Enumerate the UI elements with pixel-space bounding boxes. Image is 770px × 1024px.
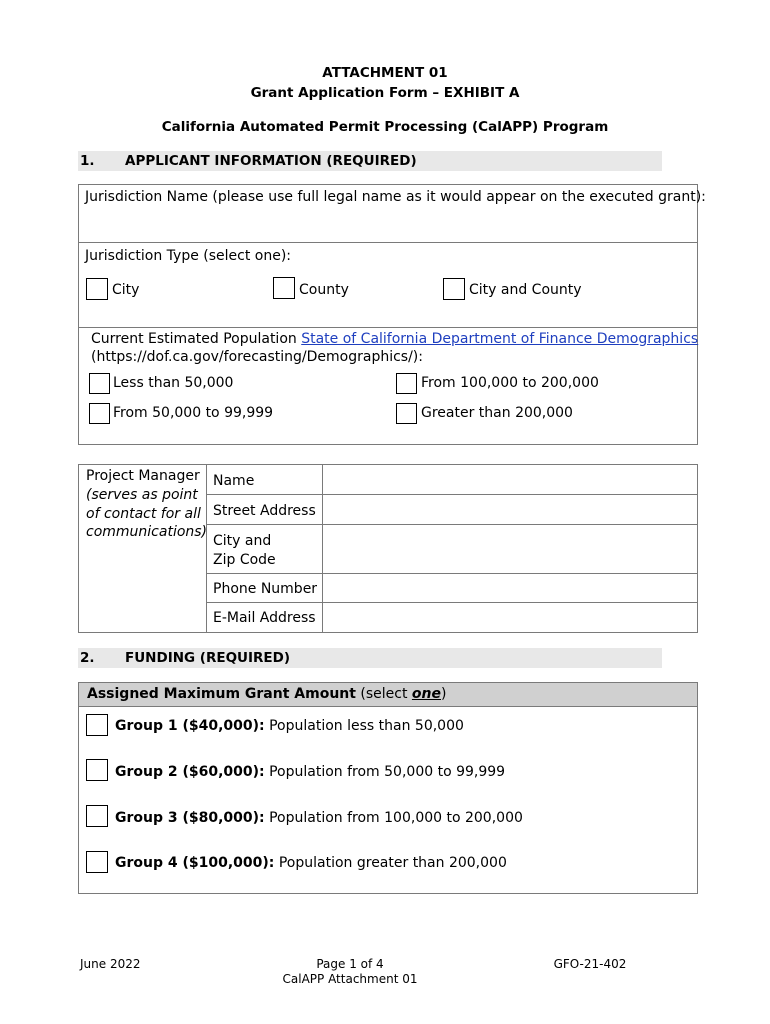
population-label: Current Estimated Population (91, 331, 297, 347)
population-greater-200k-checkbox[interactable] (396, 403, 417, 424)
population-less-50k-label: Less than 50,000 (113, 375, 234, 391)
project-manager-note-2: of contact for all (86, 506, 201, 522)
project-manager-note-3: communications) (86, 524, 208, 540)
footer-date: June 2022 (80, 957, 141, 971)
population-less-50k-checkbox[interactable] (89, 373, 110, 394)
jurisdiction-type-label: Jurisdiction Type (select one): (85, 248, 292, 264)
section-1-header (78, 151, 662, 171)
footer-attachment: CalAPP Attachment 01 (282, 972, 418, 986)
funding-header-bold: Assigned Maximum Grant Amount (87, 686, 356, 702)
section-2-title: FUNDING (REQUIRED) (125, 650, 291, 666)
group-1-desc: Population less than 50,000 (264, 718, 464, 734)
population-greater-200k-label: Greater than 200,000 (421, 405, 573, 421)
county-checkbox[interactable] (273, 277, 295, 299)
group-3-checkbox[interactable] (86, 805, 108, 827)
funding-header (87, 685, 446, 703)
city-zip-field-label-2: Zip Code (213, 552, 276, 568)
funding-header-close: ) (441, 686, 447, 702)
pm-city-zip-input[interactable] (324, 526, 696, 572)
dof-demographics-link[interactable]: State of California Department of Finance Demographics (301, 331, 699, 347)
population-100k-200k-label: From 100,000 to 200,000 (421, 375, 599, 391)
group-1-name: Group 1 ($40,000): (115, 718, 265, 734)
section-2-number: 2. (80, 650, 95, 666)
pm-name-input[interactable] (324, 466, 696, 493)
footer-code: GFO-21-402 (553, 957, 627, 971)
group-4-name: Group 4 ($100,000): (115, 855, 275, 871)
pm-street-address-input[interactable] (324, 496, 696, 523)
population-50k-99k-label: From 50,000 to 99,999 (113, 405, 274, 421)
jurisdiction-name-field[interactable] (80, 208, 696, 241)
phone-number-field-label: Phone Number (213, 581, 318, 597)
program-title: California Automated Permit Processing (CalAPP) Program (161, 119, 609, 135)
section-1-title: APPLICANT INFORMATION (REQUIRED) (125, 153, 417, 169)
project-manager-label: Project Manager (86, 468, 200, 484)
city-and-county-label: City and County (469, 282, 582, 298)
city-zip-field-label-1: City and (213, 533, 272, 549)
city-checkbox[interactable] (86, 278, 108, 300)
funding-header-em: one (411, 686, 442, 702)
footer-page: Page 1 of 4 (316, 957, 384, 971)
project-manager-note-1: (serves as point (86, 487, 198, 503)
group-3-name: Group 3 ($80,000): (115, 810, 265, 826)
population-50k-99k-checkbox[interactable] (89, 403, 110, 424)
group-1-line (115, 717, 464, 735)
name-field-label: Name (213, 473, 255, 489)
street-address-field-label: Street Address (213, 503, 316, 519)
group-4-checkbox[interactable] (86, 851, 108, 873)
group-2-desc: Population from 50,000 to 99,999 (264, 764, 506, 780)
section-1-number: 1. (80, 153, 95, 169)
population-100k-200k-checkbox[interactable] (396, 373, 417, 394)
group-3-desc: Population from 100,000 to 200,000 (264, 810, 523, 826)
pm-phone-input[interactable] (324, 575, 696, 601)
group-4-line (115, 854, 507, 872)
group-3-line (115, 809, 523, 827)
form-title: Grant Application Form – EXHIBIT A (250, 85, 520, 101)
group-4-desc: Population greater than 200,000 (274, 855, 507, 871)
email-address-field-label: E-Mail Address (213, 610, 316, 626)
group-2-line (115, 763, 505, 781)
group-1-checkbox[interactable] (86, 714, 108, 736)
attachment-title: ATTACHMENT 01 (322, 65, 448, 81)
funding-header-normal: (select (355, 686, 412, 702)
jurisdiction-name-label: Jurisdiction Name (please use full legal name as it would appear on the executed grant): (85, 189, 706, 205)
population-label-line (91, 330, 698, 348)
population-url: (https://dof.ca.gov/forecasting/Demographics/): (91, 349, 423, 365)
city-and-county-checkbox[interactable] (443, 278, 465, 300)
county-label: County (299, 282, 349, 298)
group-2-checkbox[interactable] (86, 759, 108, 781)
city-label: City (112, 282, 140, 298)
section-2-header (78, 648, 662, 668)
group-2-name: Group 2 ($60,000): (115, 764, 265, 780)
pm-email-input[interactable] (324, 604, 696, 632)
